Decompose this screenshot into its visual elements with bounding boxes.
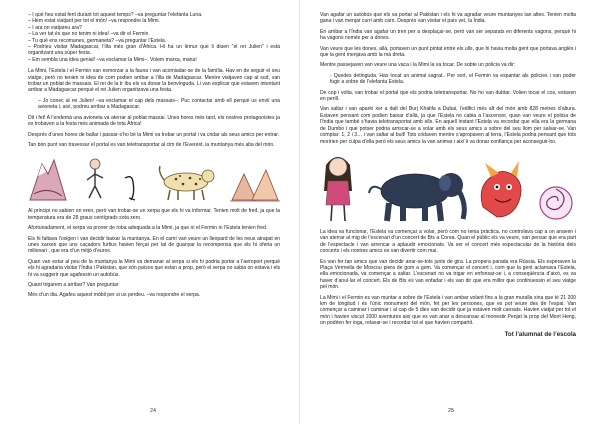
- dialogue-line: – I què heu estat fent durant tot aquest temps? –va preguntar l’elefanta Luna.: [28, 12, 203, 18]
- pyramid-icon: [230, 164, 280, 202]
- illustration-row: [320, 149, 576, 223]
- paragraph: De cop i volta, van trobar el portal que els podria teletransportar. No ho van dubtar. Volien tocar el cos, estaven en perill.: [320, 89, 576, 103]
- page-number: 24: [150, 408, 156, 414]
- dialogue-line: – Em sembla una idea genial! –va exclamar la Mimi–. Volem marxa, mana!: [28, 56, 197, 63]
- paragraph: Afortunadament, el xerpa va prover de roba adequada a la Mimi, ja que ni el Fermin ni l’Estela tenien fred.: [28, 225, 268, 232]
- paragraph: Al principi no sabien on eren, però van trobar-se un xerpa que els hi va informar. Tenien molt de fred, ja que la temperatura era de 28 graus centígrads sota zero.: [28, 208, 280, 221]
- signature: Tot l’alumnat de l’escola: [504, 330, 576, 338]
- paragraph: Més d’un dia. Agafeu aquest mòbil per si us perdeu. –va respondre el xerpa.: [28, 292, 201, 299]
- mountain-icon: [28, 156, 68, 202]
- paragraph: Van agafar un autobús que els va portar al Pakistan i els hi va agradar veure muntanyes tan altes. Tenien molta gana i van menjar curri amb carn. Després van visitar el país veí, la Índia.: [320, 12, 576, 25]
- paragraph: La idea va funcionar, l’Estela va començar a volar, però com no tenia pràctica, no controlava cap a on anaven i van aterrar al mig de l’escenari d’un concert de Bts a Corea. Quan el públic els va veure, van pensar que era part de l’espectacle i van arrencar a aplaudir emocionats. Va ser el concert més espectacular de la història dels concerts i els nostres amics es van divertir com mai.: [320, 228, 576, 255]
- dialogue-line: – Podríeu visitar Madagascar, l’illa més gran d’Àfrica. Hi ha un lèmur que li diuen “el rei Julien” i està organitzant una súper festa.: [28, 44, 280, 57]
- page-number: 25: [448, 408, 454, 414]
- dragon-icon: [473, 157, 533, 223]
- illustration-row: [28, 152, 280, 202]
- paragraph: La Mimi i el Fermin es van muntar a sobre de l’Estela i van ambar volant fins a la gran muralla xina que té 21 200 km de longitud i és l’únic monument del món, fet per les persones, que es pot veure des de l’espai. Van començar a caminar i caminar i al cap de 5 dies van decidir que ja estaven molt cansats. Havien viatjat per tot el món i havien viscut 1000 aventures així que es van anar a descansar al monestir Penjat la prop del Mont Heng, on podrien fer ioga, relaxar-se i recordar tot el que havien compartit.: [320, 294, 576, 327]
- girl-icon: [320, 151, 356, 223]
- paragraph: En arribar a l’Índia van agafar un tren per a desplaçar-se, però van ser separats en diferents vagons, perquè hi ha vagons només per a dones.: [320, 28, 576, 42]
- paragraph: Tan bon punt van travessar el portal es van teletransportar al cim de l’Everest, la muntanya més alta del món.: [28, 141, 275, 148]
- dialogue-line: – La ver tat és que no tenim ni idea! –va dir el Fermin.: [28, 31, 150, 38]
- paragraph: Dit i fet! A l’endemà una avioneta va aterrar al poblat massai. Unes hores més tard, els nostres protagonistes ja es trobaven a la festa més animada de tota Àfrica!: [28, 114, 280, 128]
- paragraph: Van saltar i van aparèi xer a dalt del Burj Khalifa a Dubai, l’edifici més alt del món amb 828 metres d’altura. Estaven pensant com podien baixar d’allà, ja que l’Estela no cabia a l’ascensor, quan van veure el policia de l’Índia que també s’havia teletransportat amb ells. En aquell instant l’Estela va recordar que ella era la germana de Dumbo i que potser podria arriscar-se a volar amb els seus amics a sobre del seu llom per salvar-se. Van comptar: 1, 2 i 3… i van saltar al buit! Tots cridaven mentre s’apropaven al terra, l’Estela podria pensant que tots moririen per culpa d’ella però els seus amics la van animar i així li va donar confiança per aconseguir-ho.: [320, 106, 576, 145]
- bird-icon: [121, 172, 143, 202]
- paragraph: Van veure que les dones, allà, portaven un punt pintat entre els ulls, que hi havia molta gent que portava anglès i que la gent menjava amb la mà dreta.: [320, 45, 576, 59]
- dialogue-line: – Hem estat viatjant per tot el món! –va respondre la Mimi.: [28, 18, 160, 25]
- quote-paragraph: – Jo conec al rei Julien! –va exclamar el cap dels massais–. Puc contactar amb ell perquè us enviï una avioneta i, així, podreu arribar a Madagascar.: [38, 97, 280, 111]
- right-page: [300, 0, 600, 424]
- paragraph: Mentre passejaven van veure una vaca i la Mimi la va tocar. De sobte un policia va dir:: [320, 62, 516, 69]
- paragraph: Els hi faltava l’oxigen i van decidir baixar la muntanya. En el camí van veure un lleopard de les neus atrapat en unes xarxes que uns caçadors furtius havien ferçat per tal de guanyar la recompensa que els hi oferia un milionari , que era d’un mitjó d’euros.: [28, 235, 280, 255]
- elephant-icon: [359, 163, 469, 223]
- quote-paragraph: - Quedes detinguda. Has tocat un animal sagrat.. Per sort, el Fermin va espantar als policies i van poder fugir a sobre de l’elefanta Estela.: [330, 72, 576, 86]
- paragraph: Es van fer tan amics que van decidir anar-se-tots junts de gira. La propera parada era Rússia. Els esperaven la Plaça Vermella de Moscou piera de gom a gom. Va començar el concert i, com que la gent aclamava l’Estela, ella emocionada, va començar a saltar. L’escenari no va trigar en enfonsar-se i, a conseqüència d’això, es va haver d’anul·lar el concert. Els de Bts es van enfadar i els van dir que era millor que continuessin el seu viatge pel món.: [320, 258, 576, 291]
- paragraph: Quan van estar al peu de la muntanya la Mimi va demanar al xerpa si els hi podria portar a l’aeroport perquè els hi agradaria visitar l’Índia i Pakistan, que són països que estan a prop, però el xerpa no sabia on estava i els hi va suggerir que agafessin un autobús.: [28, 258, 281, 278]
- paragraph: La Mimi, l’Estela i el Fermin van esmorzar a la fauna i van acomiadar-se de la família. Hav en de seguir el seu viatge, però no tenien ni idea de com podien arribar a l’illa de Madagascar. Mentre viatjaven cap al sud, van trobar un poblat de massais. El rei de la tr ibu els va donar la benvinguda. Li van explicar que estaven intentant arribar a Madagascar perquè el rei Julien organitzava una festa.: [28, 68, 280, 94]
- paragraph: Després d’unes hores de ballar i passar-s’ho bé la Mimi va trobar un portal i va cridar als seus amics per entrar.: [28, 131, 280, 138]
- paragraph: Quant trigarem a arribar? Van preguntar: [28, 281, 119, 288]
- dialogue-line: – Tu què ens recomanes, germaneta? –va preguntar l’Estela.: [28, 37, 167, 44]
- climber-icon: [81, 156, 109, 202]
- dialogue-block: [28, 12, 280, 63]
- leopard-icon: [156, 162, 218, 202]
- dialogue-line: – I ara on viatjareu ara?: [28, 24, 82, 31]
- portal-icon: [536, 183, 576, 223]
